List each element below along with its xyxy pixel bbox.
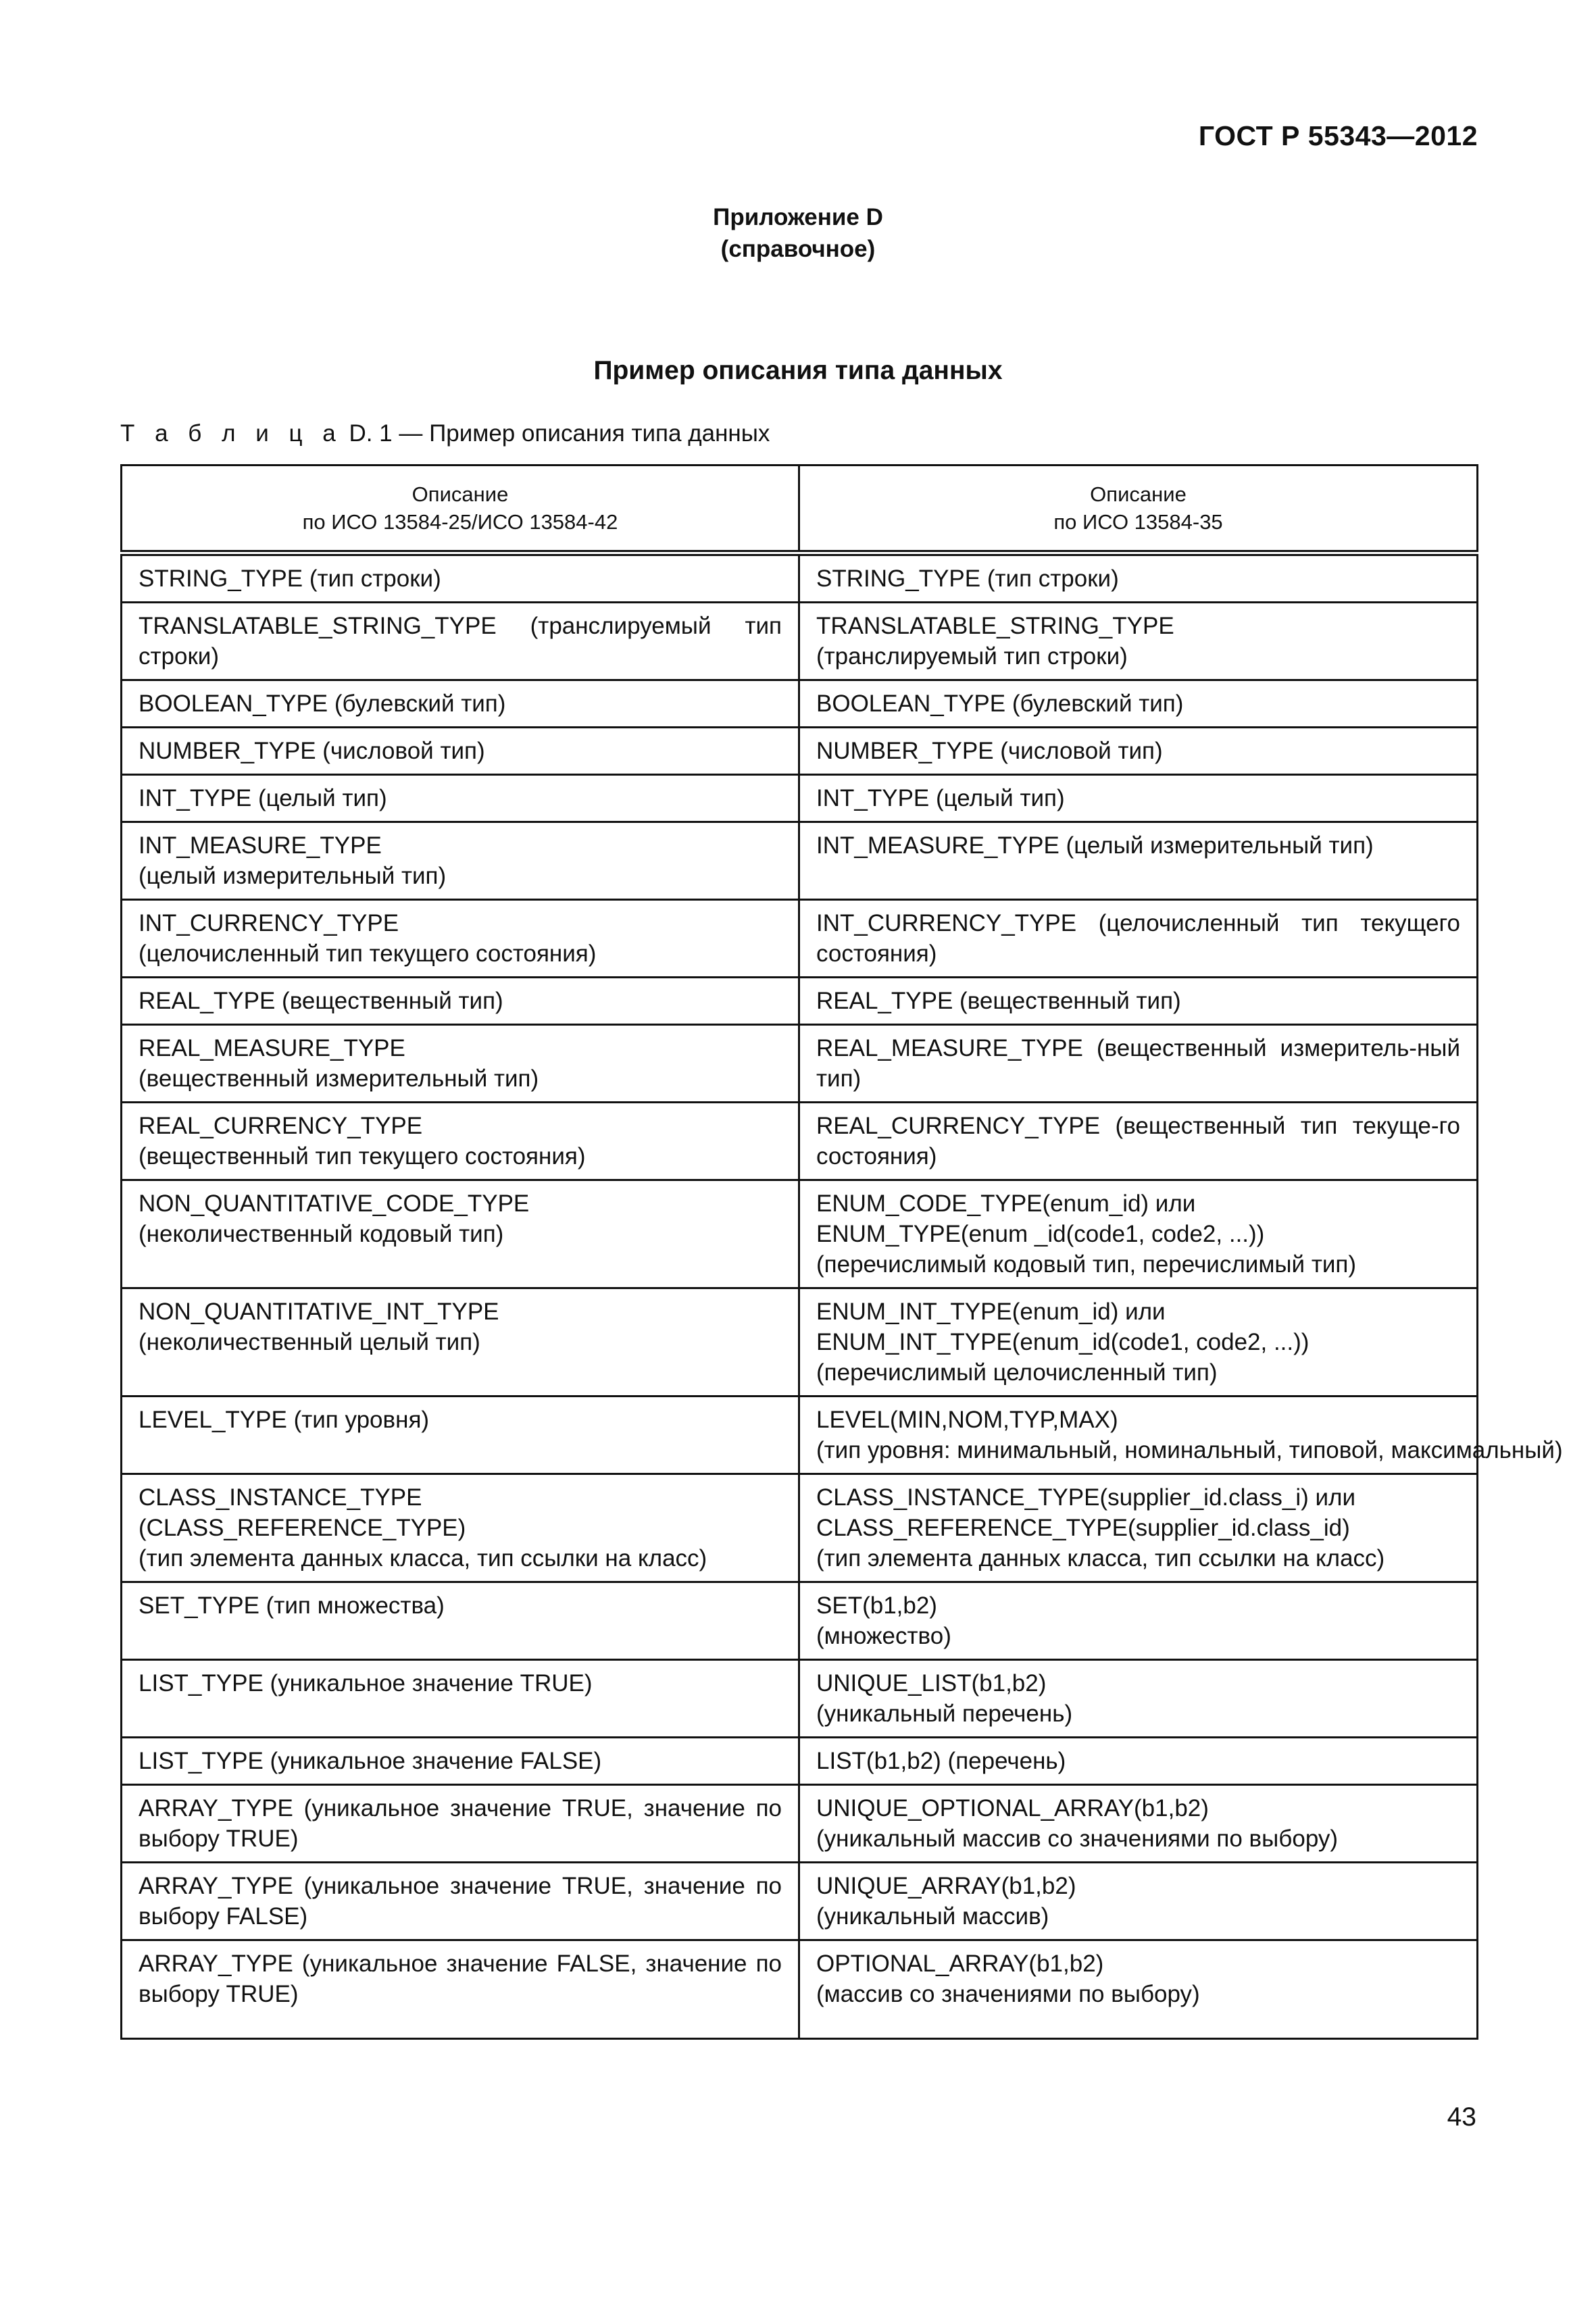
cell-text: (тип элемента данных класса, тип ссылки на класс) [816, 1545, 1385, 1571]
cell-text: (вещественный тип текущего состояния) [139, 1143, 586, 1169]
cell-iso-25-42 [122, 1103, 799, 1180]
cell-iso-35 [799, 680, 1478, 728]
table-caption-label: Т а б л и ц а [120, 420, 343, 447]
cell-iso-25-42 [122, 1180, 799, 1288]
cell-text: NON_QUANTITATIVE_INT_TYPE [139, 1299, 499, 1325]
cell-text: (уникальный массив) [816, 1903, 1049, 1930]
cell-iso-25-42 [122, 900, 799, 978]
cell-text: ARRAY_TYPE (уникальное значение TRUE, значение по выбору TRUE) [139, 1795, 782, 1852]
cell-iso-35 [799, 1582, 1478, 1660]
table-row [122, 1582, 1478, 1660]
cell-iso-35 [799, 1785, 1478, 1863]
cell-iso-35 [799, 1025, 1478, 1103]
cell-iso-35 [799, 1738, 1478, 1785]
table-row [122, 1660, 1478, 1738]
cell-text: NUMBER_TYPE (числовой тип) [139, 738, 485, 764]
cell-text: UNIQUE_LIST(b1,b2) [816, 1670, 1047, 1696]
cell-text: ARRAY_TYPE (уникальное значение TRUE, значение по выбору FALSE) [139, 1873, 782, 1930]
cell-iso-25-42 [122, 1940, 799, 2039]
cell-iso-35 [799, 553, 1478, 603]
cell-text: STRING_TYPE (тип строки) [816, 565, 1119, 592]
table-row [122, 1025, 1478, 1103]
cell-text: REAL_TYPE (вещественный тип) [816, 988, 1181, 1014]
table-row [122, 775, 1478, 822]
cell-iso-35 [799, 1863, 1478, 1940]
table-header-row [122, 466, 1478, 553]
cell-iso-35 [799, 1180, 1478, 1288]
cell-text: LIST(b1,b2) (перечень) [816, 1748, 1066, 1774]
cell-text: SET_TYPE (тип множества) [139, 1592, 445, 1619]
cell-text: TRANSLATABLE_STRING_TYPE [816, 613, 1174, 639]
annex-title: Приложение D [713, 204, 883, 230]
cell-text: LEVEL_TYPE (тип уровня) [139, 1407, 430, 1433]
cell-iso-25-42 [122, 1863, 799, 1940]
table-row [122, 1103, 1478, 1180]
column-header-line: Описание [1090, 482, 1187, 506]
cell-text: UNIQUE_ARRAY(b1,b2) [816, 1873, 1076, 1899]
cell-iso-35 [799, 900, 1478, 978]
cell-iso-25-42 [122, 680, 799, 728]
cell-iso-35 [799, 978, 1478, 1025]
cell-text: (CLASS_REFERENCE_TYPE) [139, 1515, 466, 1541]
cell-text: ENUM_INT_TYPE(enum_id(code1, code2, ...)) [816, 1329, 1310, 1355]
cell-text: (тип уровня: минимальный, номинальный, типовой, максимальный) [816, 1437, 1563, 1463]
cell-text: INT_TYPE (целый тип) [816, 785, 1065, 811]
table-row [122, 1785, 1478, 1863]
cell-iso-35 [799, 1474, 1478, 1582]
table-row [122, 1940, 1478, 2039]
cell-iso-25-42 [122, 728, 799, 775]
cell-text: NUMBER_TYPE (числовой тип) [816, 738, 1163, 764]
cell-iso-25-42 [122, 978, 799, 1025]
table-row [122, 680, 1478, 728]
table-row [122, 603, 1478, 680]
cell-text: REAL_MEASURE_TYPE (вещественный измеритель-ный тип) [816, 1035, 1460, 1092]
cell-iso-25-42 [122, 1288, 799, 1397]
cell-text: (уникальный перечень) [816, 1701, 1073, 1727]
column-header-iso-25-42 [122, 466, 799, 553]
table-row [122, 553, 1478, 603]
cell-text: TRANSLATABLE_STRING_TYPE (транслируемый тип строки) [139, 613, 782, 670]
cell-text: UNIQUE_OPTIONAL_ARRAY(b1,b2) [816, 1795, 1209, 1821]
cell-text: (целочисленный тип текущего состояния) [139, 940, 597, 967]
cell-text: (уникальный массив со значениями по выбору) [816, 1826, 1339, 1852]
cell-text: REAL_CURRENCY_TYPE [139, 1113, 423, 1139]
cell-iso-25-42 [122, 553, 799, 603]
cell-text: BOOLEAN_TYPE (булевский тип) [139, 690, 506, 717]
table-row [122, 728, 1478, 775]
cell-iso-35 [799, 1397, 1563, 1474]
cell-iso-25-42 [122, 1738, 799, 1785]
cell-iso-35 [799, 603, 1478, 680]
table-row [122, 1738, 1478, 1785]
cell-text: ENUM_CODE_TYPE(enum_id) или [816, 1190, 1196, 1217]
cell-text: (транслируемый тип строки) [816, 643, 1128, 670]
cell-iso-35 [799, 1288, 1478, 1397]
table-caption [120, 420, 770, 447]
cell-text: REAL_TYPE (вещественный тип) [139, 988, 503, 1014]
cell-text: LEVEL(MIN,NOM,TYP,MAX) [816, 1407, 1118, 1433]
table-caption-text: D. 1 — Пример описания типа данных [342, 420, 770, 447]
cell-text: INT_CURRENCY_TYPE (целочисленный тип текущего состояния) [816, 910, 1460, 967]
cell-text: LIST_TYPE (уникальное значение TRUE) [139, 1670, 593, 1696]
cell-iso-35 [799, 1103, 1478, 1180]
cell-text: (неколичественный целый тип) [139, 1329, 480, 1355]
cell-iso-25-42 [122, 822, 799, 900]
cell-text: INT_CURRENCY_TYPE [139, 910, 399, 936]
cell-iso-25-42 [122, 603, 799, 680]
cell-iso-25-42 [122, 1660, 799, 1738]
cell-text: (перечислимый целочисленный тип) [816, 1359, 1218, 1386]
cell-iso-35 [799, 775, 1478, 822]
cell-text: ENUM_TYPE(enum _id(code1, code2, ...)) [816, 1221, 1265, 1247]
cell-text: CLASS_REFERENCE_TYPE(supplier_id.class_id) [816, 1515, 1350, 1541]
cell-text: BOOLEAN_TYPE (булевский тип) [816, 690, 1184, 717]
cell-text: (целый измерительный тип) [139, 863, 447, 889]
table-row [122, 1397, 1478, 1474]
cell-iso-25-42 [122, 775, 799, 822]
annex-note: (справочное) [720, 236, 876, 262]
cell-text: LIST_TYPE (уникальное значение FALSE) [139, 1748, 602, 1774]
cell-text: CLASS_INSTANCE_TYPE(supplier_id.class_i) или [816, 1484, 1356, 1511]
cell-text: SET(b1,b2) [816, 1592, 937, 1619]
cell-iso-35 [799, 1660, 1478, 1738]
table-body [122, 553, 1563, 2039]
standard-designation: ГОСТ Р 55343—2012 [1198, 120, 1478, 151]
cell-iso-35 [799, 822, 1478, 900]
cell-text: STRING_TYPE (тип строки) [139, 565, 441, 592]
annex-title-block [0, 201, 1596, 265]
data-type-table [120, 464, 1563, 2040]
cell-text: (перечислимый кодовый тип, перечислимый тип) [816, 1251, 1357, 1278]
table-row [122, 978, 1478, 1025]
table-row [122, 1288, 1478, 1397]
table-row [122, 1863, 1478, 1940]
cell-text: (множество) [816, 1623, 951, 1649]
column-header-line: Описание [412, 482, 509, 506]
table-row [122, 1180, 1478, 1288]
cell-text: REAL_MEASURE_TYPE [139, 1035, 405, 1061]
cell-text: (вещественный измерительный тип) [139, 1065, 539, 1092]
page-number: 43 [1447, 2103, 1476, 2132]
cell-text: NON_QUANTITATIVE_CODE_TYPE [139, 1190, 530, 1217]
cell-text: ENUM_INT_TYPE(enum_id) или [816, 1299, 1166, 1325]
table-row [122, 900, 1478, 978]
cell-text: INT_TYPE (целый тип) [139, 785, 387, 811]
cell-iso-25-42 [122, 1397, 799, 1474]
column-header-iso-35 [799, 466, 1478, 553]
column-header-line: по ИСО 13584-25/ИСО 13584-42 [302, 510, 618, 534]
cell-text: (неколичественный кодовый тип) [139, 1221, 504, 1247]
cell-text: REAL_CURRENCY_TYPE (вещественный тип текуще-го состояния) [816, 1113, 1460, 1169]
cell-text: ARRAY_TYPE (уникальное значение FALSE, значение по выбору TRUE) [139, 1951, 782, 2007]
cell-iso-25-42 [122, 1025, 799, 1103]
cell-text: (массив со значениями по выбору) [816, 1981, 1200, 2007]
cell-text: INT_MEASURE_TYPE (целый измерительный тип) [816, 832, 1374, 859]
table-row [122, 822, 1478, 900]
cell-iso-35 [799, 1940, 1478, 2039]
cell-iso-25-42 [122, 1785, 799, 1863]
cell-iso-25-42 [122, 1582, 799, 1660]
cell-text: INT_MEASURE_TYPE [139, 832, 382, 859]
cell-iso-35 [799, 728, 1478, 775]
cell-text: CLASS_INSTANCE_TYPE [139, 1484, 422, 1511]
cell-text: (тип элемента данных класса, тип ссылки на класс) [139, 1545, 707, 1571]
table-row [122, 1474, 1478, 1582]
cell-iso-25-42 [122, 1474, 799, 1582]
column-header-line: по ИСО 13584-35 [1053, 510, 1223, 534]
section-heading: Пример описания типа данных [593, 356, 1003, 385]
cell-text: OPTIONAL_ARRAY(b1,b2) [816, 1951, 1104, 1977]
